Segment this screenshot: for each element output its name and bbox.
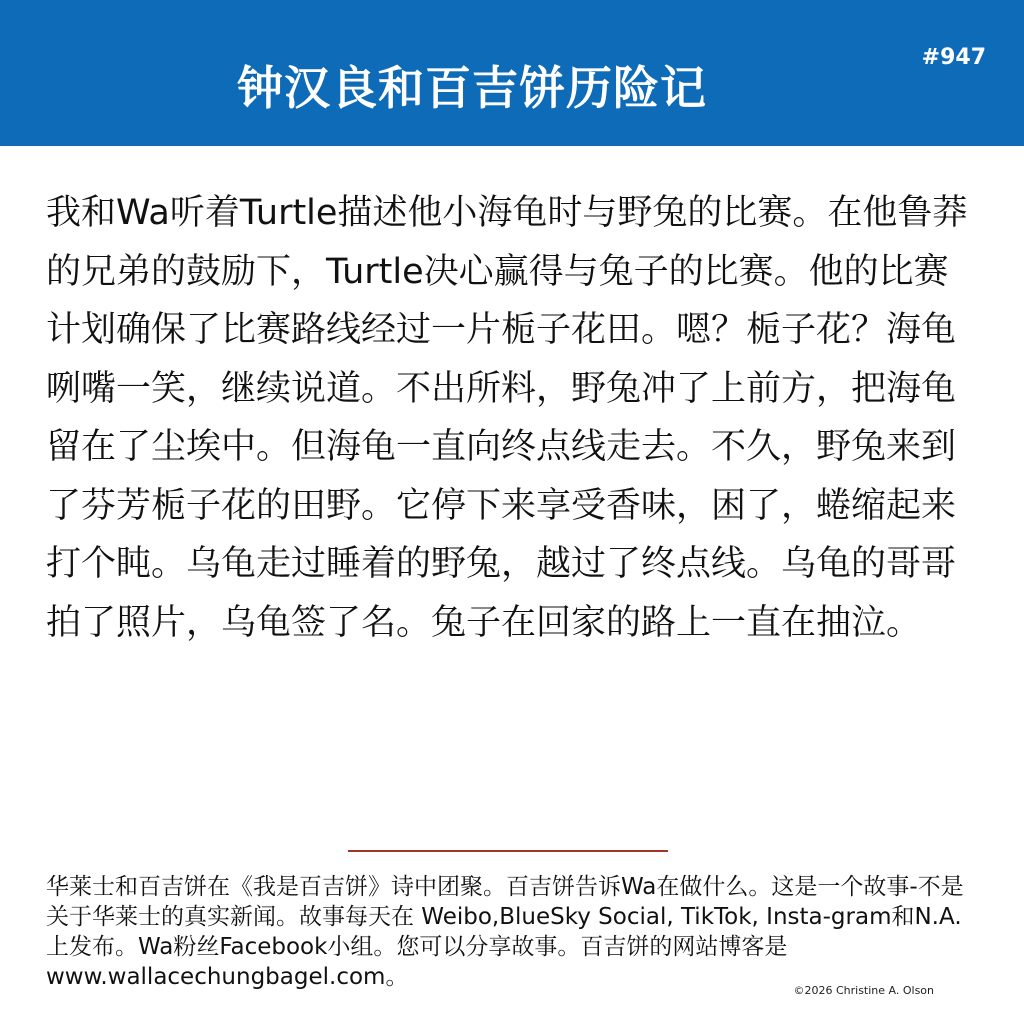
copyright-notice: ©2026 Christine A. Olson [793,984,934,997]
episode-number: #947 [921,45,986,70]
footer-note: 华莱士和百吉饼在《我是百吉饼》诗中团聚。百吉饼告诉Wa在做什么。这是一个故事-不是关于华莱士的真实新闻。故事每天在 Weibo,BlueSky Social, TikTok, Insta-gram和N.A.上发布。Wa粉丝Facebook小组。您可以分享故事。百吉饼的网站博客是www.wallacechungbagel.com。 [46,874,964,990]
story-text: 我和Wa听着Turtle描述他小海龟时与野兔的比赛。在他鲁莽的兄弟的鼓励下，Turtle决心赢得与兔子的比赛。他的比赛计划确保了比赛路线经过一片栀子花田。嗯？栀子花？海龟咧嘴一笑，继续说道。不出所料，野兔冲了上前方，把海龟留在了尘埃中。但海龟一直向终点线走去。不久，野兔来到了芬芳栀子花的田野。它停下来享受香味，困了，蜷缩起来打个盹。乌龟走过睡着的野兔，越过了终点线。乌龟的哥哥拍了照片，乌龟签了名。兔子在回家的路上一直在抽泣。 [46,193,968,643]
page-title: 钟汉良和百吉饼历险记 [237,61,707,115]
footer-divider [348,850,668,852]
header-banner [0,0,1024,146]
